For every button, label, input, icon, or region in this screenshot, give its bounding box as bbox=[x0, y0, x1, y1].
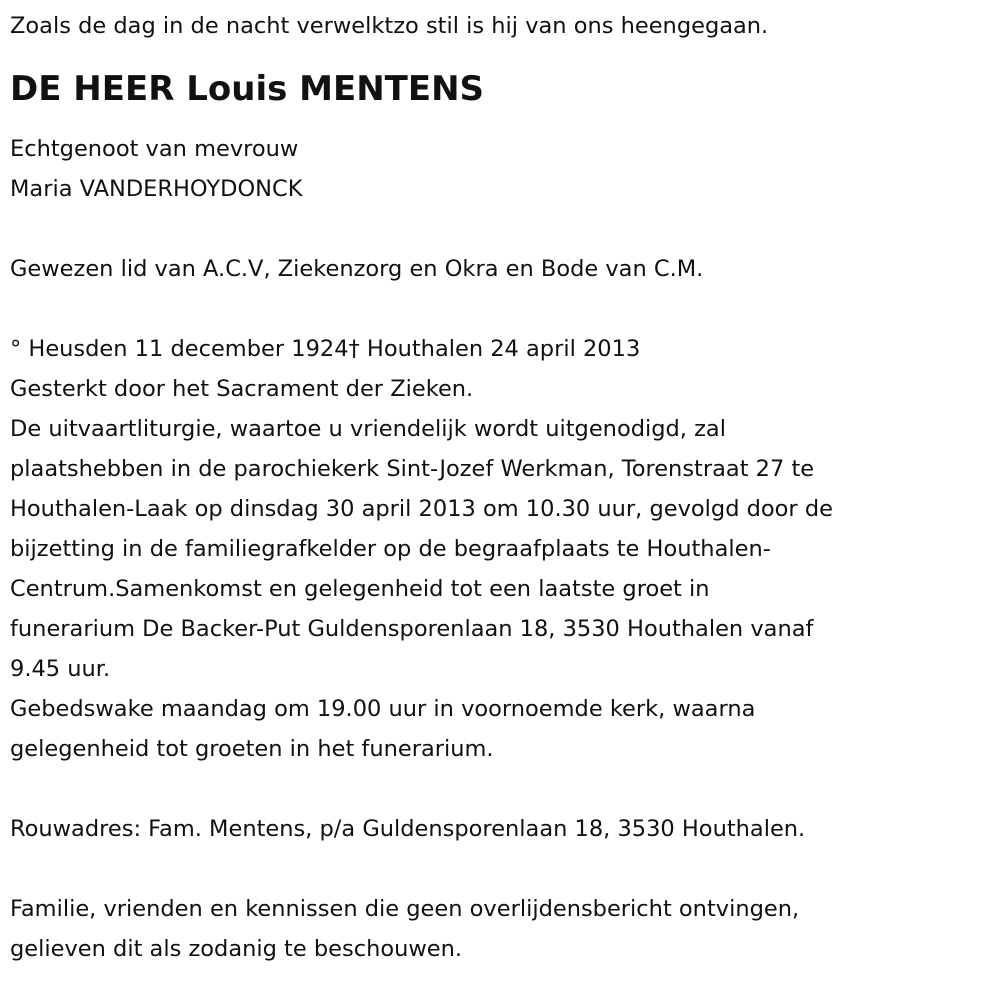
membership: Gewezen lid van A.C.V, Ziekenzorg en Okra en Bode van C.M. bbox=[10, 256, 704, 282]
body-line: Houthalen-Laak op dinsdag 30 april 2013 om 10.30 uur, gevolgd door de bbox=[10, 496, 833, 522]
spouse-name: Maria VANDERHOYDONCK bbox=[10, 176, 303, 202]
deceased-name: DE HEER Louis MENTENS bbox=[10, 69, 485, 109]
body-line: gelegenheid tot groeten in het funerarium. bbox=[10, 736, 494, 762]
spouse-line: Echtgenoot van mevrouw bbox=[10, 136, 299, 162]
body-line: funerarium De Backer-Put Guldensporenlaan 18, 3530 Houthalen vanaf bbox=[10, 616, 814, 642]
closing-line: Familie, vrienden en kennissen die geen overlijdensbericht ontvingen, bbox=[10, 896, 800, 922]
mourning-address: Rouwadres: Fam. Mentens, p/a Guldensporenlaan 18, 3530 Houthalen. bbox=[10, 816, 806, 842]
birth-death-line: ° Heusden 11 december 1924† Houthalen 24 april 2013 bbox=[10, 336, 641, 362]
body-line: bijzetting in de familiegrafkelder op de begraafplaats te Houthalen- bbox=[10, 536, 771, 562]
body-line: Centrum.Samenkomst en gelegenheid tot een laatste groet in bbox=[10, 576, 710, 602]
motto: Zoals de dag in de nacht verwelktzo stil is hij van ons heengegaan. bbox=[10, 13, 769, 39]
funeral-details bbox=[10, 329, 1000, 769]
body-line: De uitvaartliturgie, waartoe u vriendelijk wordt uitgenodigd, zal bbox=[10, 416, 726, 442]
closing-line: gelieven dit als zodanig te beschouwen. bbox=[10, 936, 463, 962]
body-line: 9.45 uur. bbox=[10, 656, 111, 682]
body-line: Gesterkt door het Sacrament der Zieken. bbox=[10, 376, 474, 402]
body-line: plaatshebben in de parochiekerk Sint-Jozef Werkman, Torenstraat 27 te bbox=[10, 456, 815, 482]
body-line: Gebedswake maandag om 19.00 uur in voornoemde kerk, waarna bbox=[10, 696, 756, 722]
